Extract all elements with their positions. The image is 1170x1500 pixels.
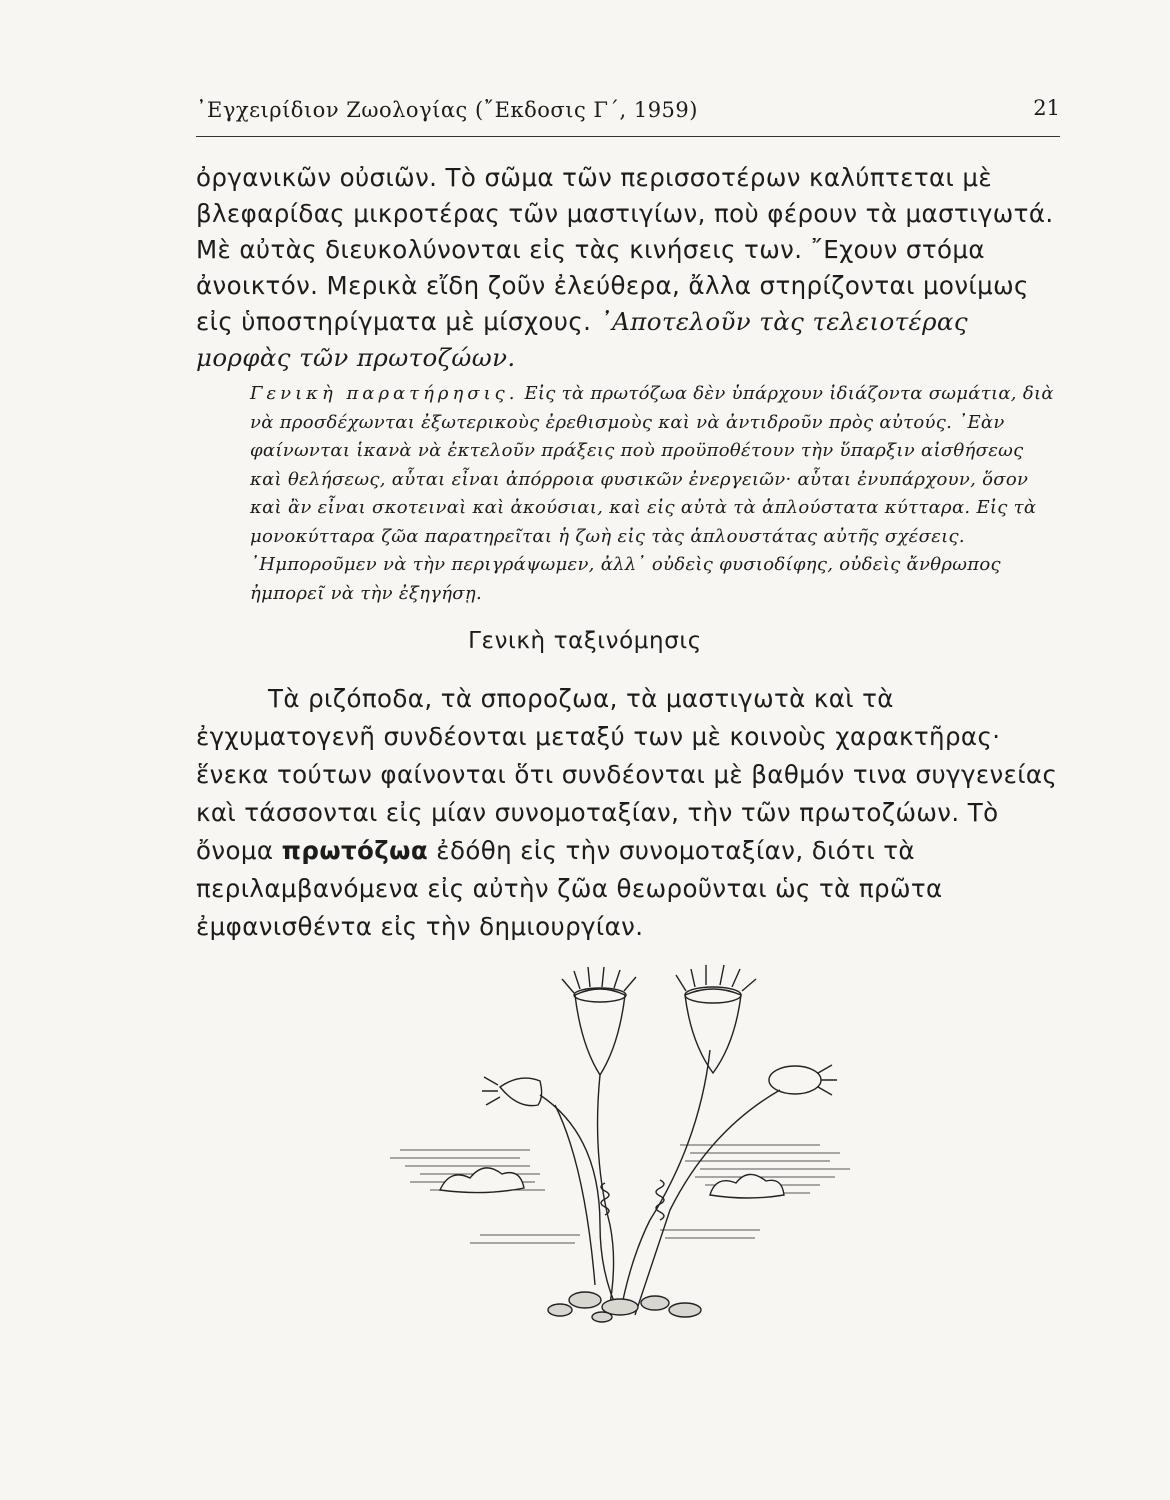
stalk bbox=[635, 1090, 780, 1315]
main-paragraph bbox=[196, 160, 1060, 376]
general-remark-note bbox=[250, 380, 1060, 608]
bold-term: πρωτόζωα bbox=[281, 836, 429, 865]
stalk bbox=[555, 1105, 595, 1285]
stalk bbox=[620, 1050, 710, 1315]
stalk bbox=[540, 1095, 620, 1315]
classification-paragraph bbox=[196, 680, 1060, 946]
cloud-shape bbox=[440, 1168, 524, 1193]
page-number: 21 bbox=[1033, 96, 1060, 120]
bell-head bbox=[769, 1065, 837, 1095]
section-heading: Γενικὴ ταξινόμησις bbox=[468, 628, 702, 654]
bell-head bbox=[676, 965, 756, 1073]
classification-text-before: Τὰ ριζόποδα, τὰ σποροζωα, τὰ μαστιγωτὰ καὶ τὰ ἐγχυματογενῆ συνδέονται μεταξύ των μὲ κοινοὺς χαρακτῆρας· ἕνεκα τούτων φαίνονται ὅτι συνδέονται μὲ βαθμόν τινα συγγενείας καὶ τάσσονται εἰς μίαν συνομοταξίαν, τὴν τῶν πρωτοζώων. Τὸ ὄνομα bbox=[196, 684, 1058, 865]
cloud-shape bbox=[710, 1174, 784, 1198]
bell-head bbox=[562, 967, 636, 1075]
stalk bbox=[598, 1075, 614, 1315]
note-text: Εἰς τὰ πρωτόζωα δὲν ὑπάρχουν ἰδιάζοντα σωμάτια, διὰ νὰ προσδέχωνται ἐξωτερικοὺς ἐρεθισμοὺς καὶ νὰ ἀντιδροῦν πρὸς αὐτούς. ᾿Εὰν φαίνωνται ἱκανὰ νὰ ἐκτελοῦν πράξεις ποὺ προϋποθέτουν τὴν ὕπαρξιν αἰσθήσεως καὶ θελήσεως, αὗται εἶναι ἀπόρροια φυσικῶν ἐνεργειῶν· αὗται ἐνυπάρχουν, ὅσον καὶ ἂν εἶναι σκοτειναὶ καὶ ἀκούσιαι, καὶ εἰς αὐτὰ τὰ ἁπλούστατα κύτταρα. Εἰς τὰ μονοκύτταρα ζῶα παρατηρεῖται ἡ ζωὴ εἰς τὰς ἁπλουστάτας αὐτῆς σχέσεις. ᾿Ημποροῦμεν νὰ τὴν περιγράψωμεν, ἀλλ᾿ οὐδεὶς φυσιοδίφης, οὐδεὶς ἄνθρωπος ἠμπορεῖ νὰ τὴν ἐξηγήσῃ. bbox=[250, 383, 1054, 604]
bell-head bbox=[482, 1077, 542, 1106]
note-label: Γενικὴ παρατήρησις. bbox=[250, 383, 519, 404]
running-head-title: ᾿Εγχειρίδιον Ζωολογίας (῎Εκδοσις Γ΄, 1959) bbox=[196, 98, 698, 122]
main-paragraph-text: ὀργανικῶν οὐσιῶν. Τὸ σῶμα τῶν περισσοτέρων καλύπτεται μὲ βλεφαρίδας μικροτέρας τῶν μαστιγίων, ποὺ φέρουν τὰ μαστιγωτά. Μὲ αὐτὰς διευκολύνονται εἰς τὰς κινήσεις των. ῎Εχουν στόμα ἀνοικτόν. Μερικὰ εἴδη ζοῦν ἐλεύθερα, ἄλλα στηρίζονται μονίμως εἰς ὑποστηρίγματα μὲ μίσχους. bbox=[196, 163, 1054, 336]
spiral-coil bbox=[656, 1180, 664, 1220]
running-head bbox=[196, 96, 1060, 137]
classification-text-after: ἐδόθη εἰς τὴν συνομοταξίαν, διότι τὰ περιλαμβανόμενα εἰς αὐτὴν ζῶα θεωροῦνται ὡς τὰ πρῶτα ἐμφανισθέντα εἰς τὴν δημιουργίαν. bbox=[196, 836, 943, 941]
main-paragraph-italic: ᾿Αποτελοῦν τὰς τελειοτέρας μορφὰς τῶν πρωτοζώων. bbox=[196, 307, 968, 372]
pebbles bbox=[548, 1292, 701, 1322]
vorticella-illustration bbox=[380, 955, 860, 1330]
